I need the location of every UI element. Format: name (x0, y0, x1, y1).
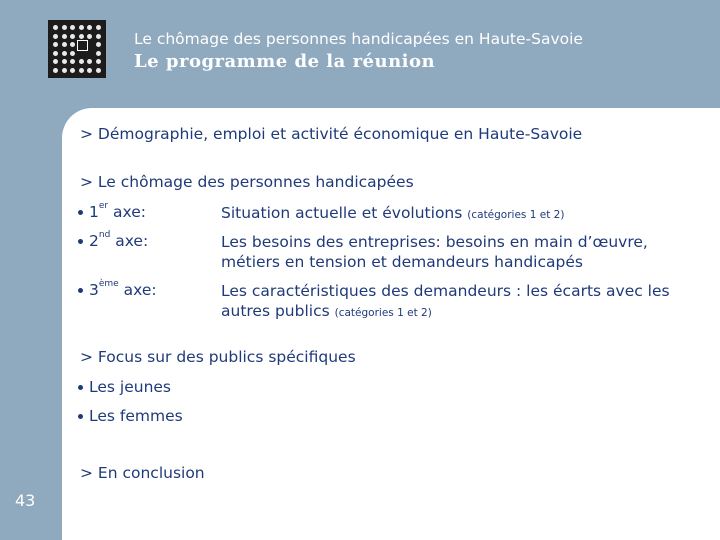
logo-dot (70, 68, 75, 73)
section-focus: > Focus sur des publics spécifiques (80, 348, 356, 366)
logo-dot (79, 34, 84, 39)
logo-dot (79, 68, 84, 73)
bullet-icon (78, 239, 83, 244)
section-chomage: > Le chômage des personnes handicapées (80, 173, 414, 191)
page-number: 43 (15, 491, 36, 510)
logo-dot (79, 25, 84, 30)
logo-dot (70, 42, 75, 47)
logo-dot (62, 68, 67, 73)
axe-1-label: 1er axe: (78, 203, 146, 221)
logo-dot (87, 34, 92, 39)
logo-dot (87, 59, 92, 64)
logo-dot (62, 34, 67, 39)
logo-dot (96, 25, 101, 30)
focus-item-jeunes: Les jeunes (78, 378, 171, 396)
bullet-icon (78, 414, 83, 419)
logo-dot (53, 59, 58, 64)
logo-dot (62, 51, 67, 56)
bullet-icon (78, 385, 83, 390)
logo-dot (62, 42, 67, 47)
logo-dot (53, 25, 58, 30)
logo-dot (79, 59, 84, 64)
axe-3-label: 3ème axe: (78, 281, 157, 299)
logo-dot (87, 25, 92, 30)
logo-dot (53, 42, 58, 47)
logo-dot (87, 68, 92, 73)
focus-item-femmes: Les femmes (78, 407, 183, 425)
section-label: Démographie, emploi et activité économique en Haute-Savoie (97, 125, 583, 143)
axe-2-description: Les besoins des entreprises: besoins en main d’œuvre, métiers en tension et demandeurs handicapés (221, 233, 648, 271)
logo-dot (96, 68, 101, 73)
bullet-icon (78, 210, 83, 215)
section-label: Focus sur des publics spécifiques (97, 348, 356, 366)
logo-dot (62, 59, 67, 64)
axe-1-description: Situation actuelle et évolutions (catégories 1 et 2) (221, 204, 565, 222)
logo-dot (70, 25, 75, 30)
logo-dot (96, 59, 101, 64)
logo-dot (96, 42, 101, 47)
section-label: Le chômage des personnes handicapées (97, 173, 414, 191)
logo-dot (70, 51, 75, 56)
section-label: En conclusion (97, 464, 205, 482)
section-conclusion: > En conclusion (80, 464, 205, 482)
logo-dot (96, 34, 101, 39)
logo-dot (70, 59, 75, 64)
logo-dot (53, 51, 58, 56)
slide-title: Le programme de la réunion (134, 51, 436, 72)
logo-dot (96, 51, 101, 56)
logo-dot (62, 25, 67, 30)
axe-3-description: Les caractéristiques des demandeurs : les écarts avec les autres publics (catégories 1 et 2) (221, 282, 670, 320)
logo-dot (53, 68, 58, 73)
bullet-icon (78, 288, 83, 293)
logo-square (77, 40, 88, 51)
slide-subtitle: Le chômage des personnes handicapées en Haute-Savoie (134, 30, 583, 48)
dot-grid-logo-icon (48, 20, 106, 78)
logo-dot (70, 34, 75, 39)
axe-2-label: 2nd axe: (78, 232, 148, 250)
logo-dot (53, 34, 58, 39)
section-demographie: > Démographie, emploi et activité économique en Haute-Savoie (80, 125, 583, 143)
